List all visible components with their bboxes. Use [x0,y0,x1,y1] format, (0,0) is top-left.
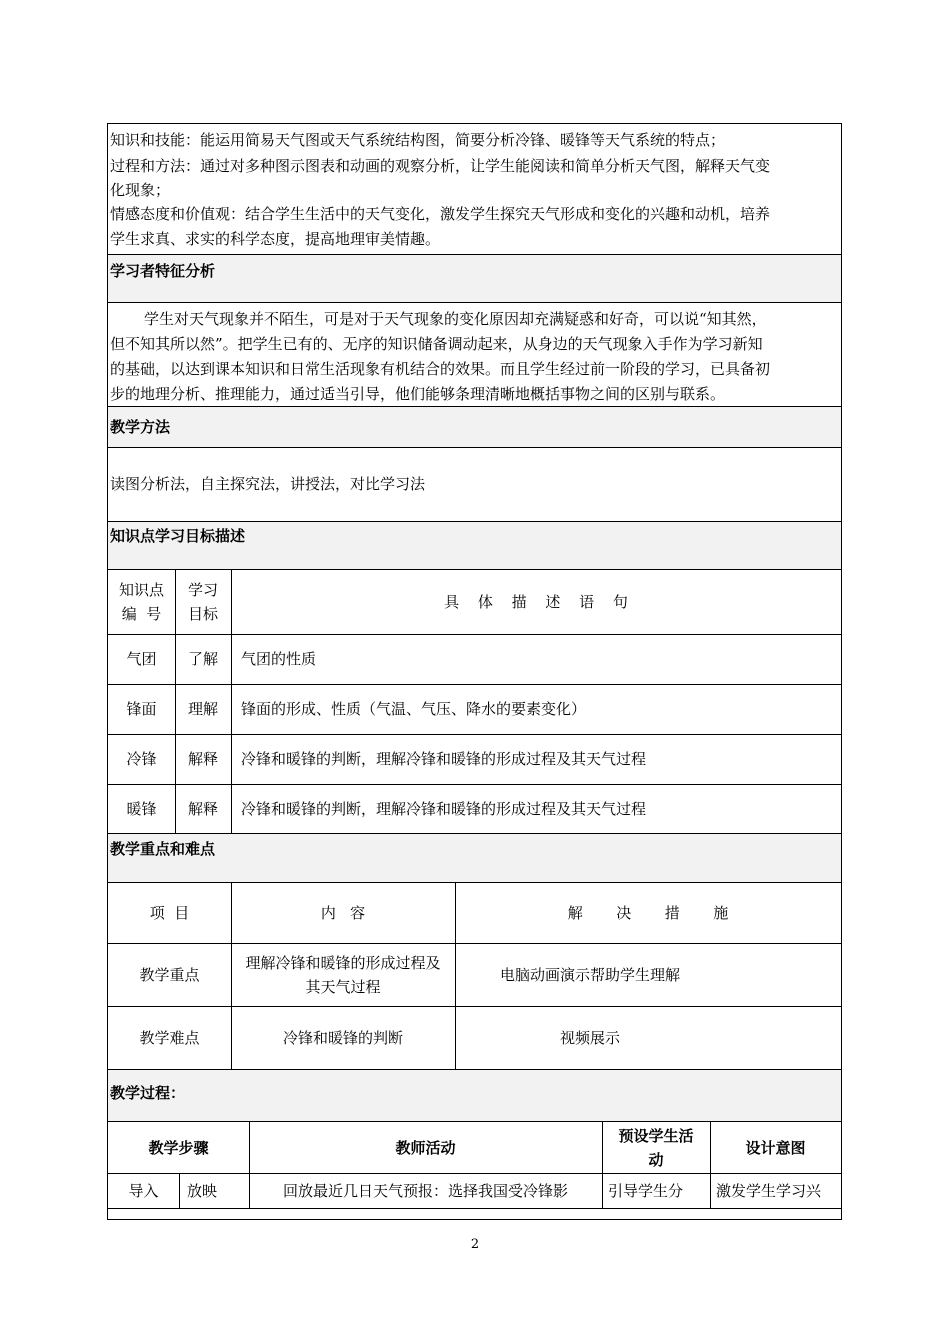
goal-desc: 锋面的形成、性质（气温、气压、降水的要素变化） [241,700,587,718]
goal-level: 解释 [187,750,218,768]
divider [107,447,842,448]
goal-point: 冷锋 [126,750,157,768]
keypoints-heading-text: 教学重点和难点 [110,840,216,858]
process-teacher: 回放最近几日天气预报：选择我国受冷锋影 [282,1182,568,1200]
goal-desc: 冷锋和暖锋的判断，理解冷锋和暖锋的形成过程及其天气过程 [241,799,647,818]
goal-point: 气团 [126,650,157,668]
process-header-teacher: 教师活动 [395,1138,456,1157]
keypoint-item: 教学重点 [139,965,200,984]
learner-heading-text: 学习者特征分析 [110,262,216,280]
goal-point: 暖锋 [126,799,157,818]
divider [107,302,842,303]
objectives-line: 学生求真、求实的科学态度，提高地理审美情趣。 [110,230,441,248]
keypoints-header-item: 项 目 [149,904,190,922]
process-intent: 激发学生学习兴 [716,1182,822,1200]
process-header-student [602,1122,710,1173]
process-step: 导入 [128,1182,159,1200]
header-text: 学习 [187,581,218,599]
method-text-line: 读图分析法，自主探究法，讲授法，对比学习法 [110,475,426,493]
goals-heading-text: 知识点学习目标描述 [110,527,246,545]
page-number: 2 [470,1237,480,1252]
objectives-line: 化现象； [110,181,171,199]
keypoint-content [231,943,455,1006]
keypoints-header-content: 内 容 [320,904,366,922]
objectives-line: 过程和方法：通过对多种图示图表和动画的观察分析，让学生能阅读和简单分析天气图，解释天气变 [110,157,771,175]
learner-line: 步的地理分析、推理能力，通过适当引导，他们能够条理清晰地概括事物之间的区别与联系。 [110,385,726,403]
method-heading-text: 教学方法 [110,418,171,436]
goal-level: 理解 [187,700,218,718]
goals-header-desc: 具 体 描 述 语 句 [444,593,628,611]
keypoint-measure: 视频展示 [559,1028,620,1047]
process-heading-text: 教学过程： [110,1084,186,1102]
keypoint-measure: 电脑动画演示帮助学生理解 [499,965,680,984]
keypoint-item: 教学难点 [139,1028,200,1047]
process-header-step: 教学步骤 [148,1138,209,1157]
process-substep: 放映 [187,1182,218,1200]
learner-line: 学生对天气现象并不陌生，可是对于天气现象的变化原因却充满疑惑和好奇，可以说“知其然， [144,310,767,328]
header-text: 编 号 [121,605,162,623]
keypoint-content-line: 理解冷锋和暖锋的形成过程及 [245,953,441,972]
objectives-line: 知识和技能：能运用简易天气图或天气系统结构图，简要分析冷锋、暖锋等天气系统的特点； [110,131,726,149]
goal-level: 了解 [187,650,218,668]
process-header-intent: 设计意图 [745,1138,806,1157]
header-text: 动 [648,1150,664,1169]
keypoints-header-measure: 解 决 措 施 [567,904,729,922]
goals-header-point [108,570,175,634]
process-student: 引导学生分 [608,1182,684,1200]
header-text: 预设学生活 [618,1126,694,1145]
row-line [108,1208,841,1209]
goal-desc: 气团的性质 [241,650,317,668]
header-text: 目标 [187,605,218,623]
objectives-line: 情感态度和价值观：结合学生生活中的天气变化，激发学生探究天气形成和变化的兴趣和动机，培养 [110,205,771,223]
objectives-block [107,127,842,254]
header-text: 知识点 [118,581,164,599]
learner-line: 但不知其所以然”。把学生已有的、无序的知识储备调动起来，从身边的天气现象入手作为学习新知 [110,335,763,353]
goal-point: 锋面 [126,700,157,718]
keypoint-content-line: 其天气过程 [305,977,381,996]
goal-desc: 冷锋和暖锋的判断，理解冷锋和暖锋的形成过程及其天气过程 [241,750,647,768]
learner-line: 的基础，以达到课本知识和日常生活现象有机结合的效果。而且学生经过前一阶段的学习，已具备初 [110,360,771,378]
goal-level: 解释 [187,799,218,818]
keypoint-content: 冷锋和暖锋的判断 [282,1028,403,1047]
goals-header-goal [175,570,231,634]
